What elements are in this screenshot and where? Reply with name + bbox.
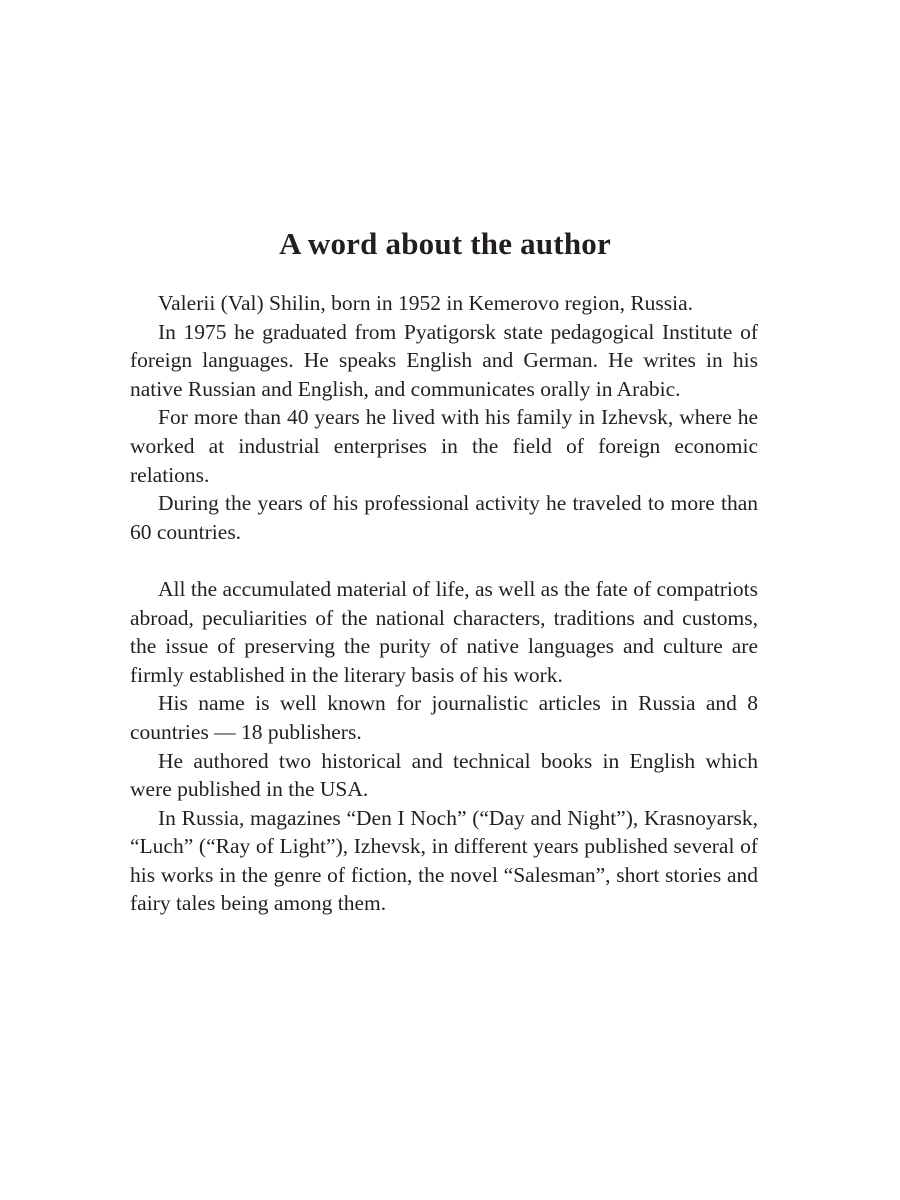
paragraph-travel: During the years of his professional activity he traveled to more than 60 countries. xyxy=(130,491,758,544)
paragraph-journalism: His name is well known for journalistic articles in Russia and 8 countries — 18 publishers. xyxy=(130,691,758,744)
paragraph-education: In 1975 he graduated from Pyatigorsk state pedagogical Institute of foreign languages. He speaks English and German. He writes in his native Russian and English, and communicates orally in Arabic. xyxy=(130,319,758,401)
paragraph-birth: Valerii (Val) Shilin, born in 1952 in Kemerovo region, Russia. xyxy=(158,291,694,315)
paragraph-fiction: In Russia, magazines “Den I Noch” (“Day and Night”), Krasnoyarsk, “Luch” (“Ray of Light”), Izhevsk, in different years published several of his works in the genre of fiction, the novel “Salesman”, short stories and fairy tales being among them. xyxy=(130,805,758,916)
paragraph-career: For more than 40 years he lived with his family in Izhevsk, where he worked at industrial enterprises in the field of foreign economic relations. xyxy=(130,405,758,487)
page-title: A word about the author xyxy=(279,226,611,261)
author-bio xyxy=(130,289,758,918)
paragraph-books: He authored two historical and technical books in English which were published in the USA. xyxy=(130,748,758,802)
paragraph-literary-basis: All the accumulated material of life, as well as the fate of compatriots abroad, peculiarities of the national characters, traditions and customs, the issue of preserving the purity of native languages and culture are firmly established in the literary basis of his work. xyxy=(130,576,758,687)
